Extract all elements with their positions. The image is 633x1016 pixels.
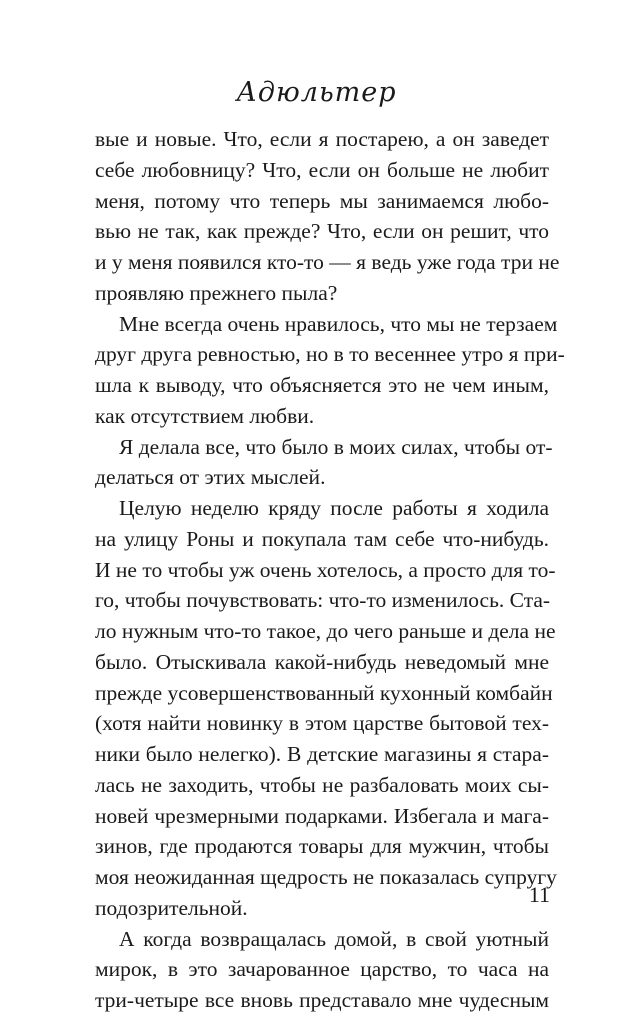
text-line: себе любовницу? Что, если он больше не любит: [95, 157, 549, 182]
text-line: Мне всегда очень нравилось, что мы не терзаем: [119, 311, 558, 336]
text-line: шла к выводу, что объясняется это не чем иным,: [95, 373, 549, 397]
text-line: вью не так, как прежде? Что, если он решит, что: [95, 219, 549, 244]
page-number: 11: [528, 882, 550, 907]
text-line: и у меня появился кто-то — я ведь уже года три не: [95, 250, 560, 274]
text-line: на улицу Роны и покупала там себе что-нибудь.: [95, 526, 549, 551]
text-line: моя неожиданная щедрость не показалась супругу: [95, 865, 557, 889]
body-text: [95, 124, 565, 1016]
text-line: вые и новые. Что, если я постарею, а он заведет: [95, 127, 549, 151]
text-line: было. Отыскивала какой-нибудь неведомый мне: [95, 649, 549, 674]
text-line: делаться от этих мыслей.: [95, 465, 326, 490]
text-line: Я делала все, что было в моих силах, чтобы от-: [119, 434, 553, 459]
running-head: Адюльтер: [236, 77, 397, 108]
text-line: меня, потому что теперь мы занимаемся любо-: [95, 188, 549, 213]
text-line: И не то чтобы уж очень хотелось, а просто для то-: [95, 557, 556, 582]
text-line: подозрительной.: [95, 895, 248, 920]
text-line: проявляю прежнего пыла?: [95, 280, 338, 305]
text-line: три-четыре все вновь представало мне чудесным: [95, 988, 549, 1012]
text-line: зинов, где продаются товары для мужчин, чтобы: [95, 834, 549, 859]
text-line: лась не заходить, чтобы не разбаловать моих сы-: [95, 772, 549, 797]
text-line: ло нужным что-то такое, до чего раньше и дела не: [95, 619, 556, 643]
text-line: (хотя найти новинку в этом царстве бытовой тех-: [95, 711, 549, 736]
text-line: го, чтобы почувствовать: что-то изменилось. Ста-: [95, 588, 551, 613]
text-line: друг друга ревностью, но в то весеннее утро я при-: [95, 342, 565, 367]
text-line: как отсутствием любви.: [95, 403, 315, 428]
text-line: ники было нелегко). В детские магазины я стара-: [95, 742, 549, 766]
text-line: Целую неделю кряду после работы я ходила: [119, 496, 549, 520]
text-line: новей чрезмерными подарками. Избегала и мага-: [95, 803, 549, 828]
text-line: А когда возвращалась домой, в свой уютный: [119, 926, 549, 951]
text-line: мирок, в это зачарованное царство, то часа на: [95, 957, 549, 982]
text-line: прежде усовершенствованный кухонный комбайн: [95, 680, 553, 705]
